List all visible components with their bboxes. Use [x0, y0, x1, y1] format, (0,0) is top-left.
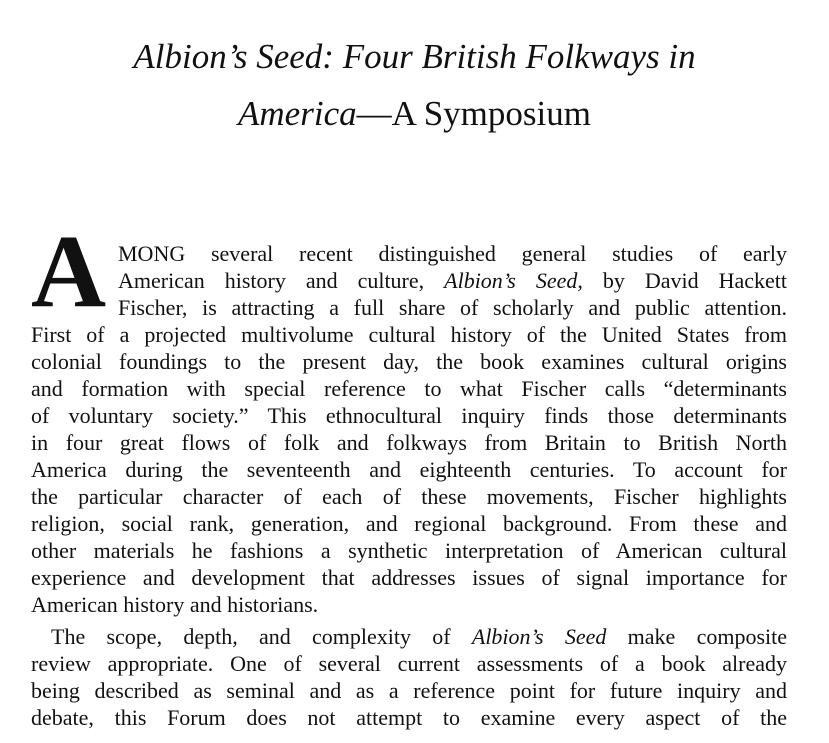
article-title-line-1 — [0, 39, 829, 74]
book-title-italic: Albion’s Seed — [471, 624, 607, 649]
paragraph-1-line — [118, 267, 787, 294]
book-title-italic: Albion’s Seed, — [444, 268, 583, 293]
paragraph-1-line: of voluntary society.” This ethnocultural inquiry finds those determinants — [31, 403, 787, 428]
paragraph-2-line: being described as seminal and as a reference point for future inquiry and — [31, 678, 787, 703]
paragraph-1-last-line: American history and historians. — [31, 592, 319, 617]
paragraph-1-line: religion, social rank, generation, and regional background. From these and — [31, 511, 787, 536]
paragraph-1-line: in four great flows of folk and folkways from Britain to British North — [31, 430, 787, 455]
paragraph-1-line: colonial foundings to the present day, the book examines cultural origins — [31, 349, 787, 374]
text-run: American history and culture, — [118, 268, 425, 293]
title-italic-america: America — [238, 94, 357, 133]
paragraph-2-line: debate, this Forum does not attempt to examine every aspect of the — [31, 705, 787, 730]
title-symposium-text: —A Symposium — [356, 94, 591, 133]
paragraph-1-line: MONG several recent distinguished general studies of early — [118, 241, 787, 266]
text-run: by David Hackett — [602, 268, 787, 293]
paragraph-2-line: review appropriate. One of several current assessments of a book already — [31, 651, 787, 676]
paragraph-1-line: experience and development that addresses issues of signal importance for — [31, 565, 787, 590]
article-title-line-2 — [0, 96, 829, 131]
text-run: The scope, depth, and complexity of — [51, 624, 451, 649]
paragraph-2-line — [51, 623, 787, 650]
paragraph-1-line: Fischer, is attracting a full share of scholarly and public attention. — [118, 295, 787, 320]
text-run: make composite — [627, 624, 788, 649]
paragraph-1-line: other materials he fashions a synthetic interpretation of American cultural — [31, 538, 787, 563]
paragraph-1-line: and formation with special reference to what Fischer calls “determinants — [31, 376, 787, 401]
paragraph-1-line: America during the seventeenth and eighteenth centuries. To account for — [31, 457, 787, 482]
title-italic-text: Albion’s Seed: Four British Folkways in — [133, 37, 696, 76]
paragraph-1-line: First of a projected multivolume cultural history of the United States from — [31, 322, 787, 347]
paragraph-1-line: the particular character of each of these movements, Fischer highlights — [31, 484, 787, 509]
drop-cap-letter: A — [31, 214, 107, 329]
